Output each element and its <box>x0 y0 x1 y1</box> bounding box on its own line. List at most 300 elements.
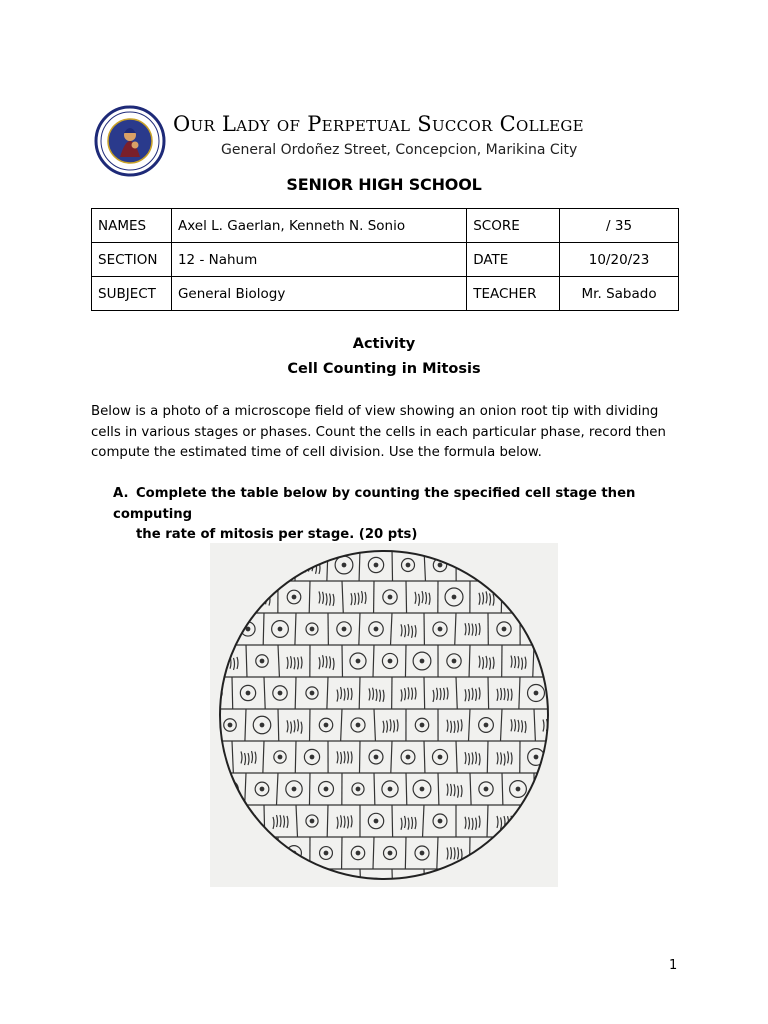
cell-wall <box>264 869 265 887</box>
cell-nucleus <box>306 879 318 887</box>
chromosome <box>536 560 537 572</box>
chromosome <box>383 721 384 733</box>
chromosome <box>255 882 256 887</box>
cell-wall <box>501 581 502 613</box>
cell-nucleolus <box>388 787 392 791</box>
chromosome <box>444 688 445 700</box>
chromosome <box>255 752 256 764</box>
chromosome <box>344 816 345 828</box>
chromosome <box>522 849 523 861</box>
chromosome <box>447 687 448 699</box>
cell-nucleus <box>512 591 525 604</box>
chromosome <box>245 818 246 830</box>
activity-subtitle: Cell Counting in Mitosis <box>287 361 481 377</box>
chromosome <box>454 721 455 733</box>
cell-wall <box>296 869 297 887</box>
chromosome <box>223 880 224 887</box>
chromosome <box>469 689 470 701</box>
chromosome <box>533 881 534 887</box>
college-seal <box>94 105 166 177</box>
names-value: Axel L. Gaerlan, Kenneth N. Sonio <box>171 209 466 243</box>
cell-nucleolus <box>374 883 378 887</box>
chromosome <box>476 624 477 636</box>
instruction-letter: A. <box>113 486 129 501</box>
chromosome <box>312 559 313 571</box>
cell-nucleolus <box>356 851 360 855</box>
cell-nucleolus <box>278 563 282 567</box>
intro-line: Below is a photo of a microscope field of view showing an onion root tip with dividing <box>91 404 659 419</box>
teacher-label: TEACHER <box>467 277 560 311</box>
instruction-line: the rate of mitosis per stage. (20 pts) <box>136 527 418 542</box>
chromosome <box>483 657 484 669</box>
cell-wall <box>534 837 535 869</box>
chromosome <box>433 881 434 887</box>
chromosome <box>323 592 324 604</box>
chromosome <box>269 594 270 606</box>
chromosome <box>277 815 278 827</box>
chromosome <box>277 879 278 887</box>
chromosome <box>465 752 466 764</box>
cell-wall <box>213 773 214 805</box>
cell-nucleolus <box>310 755 314 759</box>
section-label: SECTION <box>92 243 172 277</box>
cell-nucleolus <box>310 883 314 887</box>
cell-nucleolus <box>516 595 520 599</box>
cell-nucleolus <box>534 691 538 695</box>
chromosome <box>447 848 448 860</box>
chromosome <box>319 591 320 603</box>
chromosome <box>294 720 295 732</box>
chromosome <box>529 818 530 830</box>
chromosome <box>252 815 253 827</box>
chromosome <box>525 847 526 859</box>
chromosome <box>220 623 221 635</box>
chromosome <box>543 880 544 887</box>
cell-nucleus <box>222 845 239 862</box>
chromosome <box>415 817 416 829</box>
chromosome <box>241 751 242 763</box>
chromosome <box>419 594 420 606</box>
cell-wall <box>359 613 360 645</box>
cell-wall <box>552 805 553 837</box>
chromosome <box>518 656 519 668</box>
chromosome <box>262 849 263 861</box>
cell-wall <box>406 581 407 613</box>
chromosome <box>330 594 331 606</box>
chromosome <box>518 720 519 732</box>
microscope-image <box>210 543 558 887</box>
chromosome <box>508 879 509 887</box>
cell-nucleolus <box>548 659 552 663</box>
chromosome <box>511 850 512 862</box>
intro-line: cells in various stages or phases. Count the cells in each particular phase, record then <box>91 424 666 440</box>
chromosome <box>501 752 502 764</box>
chromosome <box>454 784 455 796</box>
chromosome <box>479 656 480 668</box>
school-level-title: SENIOR HIGH SCHOOL <box>286 175 482 194</box>
chromosome <box>301 657 302 669</box>
chromosome <box>273 882 274 887</box>
cell-nucleolus <box>502 563 506 567</box>
cell-wall <box>391 741 392 773</box>
chromosome <box>458 786 459 798</box>
chromosome <box>351 751 352 763</box>
chromosome <box>451 847 452 859</box>
cell-nucleolus <box>484 787 488 791</box>
chromosome <box>412 817 413 829</box>
chromosome <box>543 817 544 829</box>
chromosome <box>529 881 530 887</box>
chromosome <box>252 751 253 763</box>
chromosome <box>341 815 342 827</box>
chromosome <box>508 751 509 763</box>
chromosome <box>415 592 416 604</box>
chromosome <box>280 879 281 887</box>
chromosome <box>490 658 491 670</box>
cell-nucleolus <box>278 627 282 631</box>
chromosome <box>472 818 473 830</box>
chromosome <box>550 592 551 604</box>
cell-wall <box>487 805 488 837</box>
cell-nucleolus <box>292 787 296 791</box>
chromosome <box>220 882 221 887</box>
cell-nucleolus <box>260 659 264 663</box>
cell-wall <box>455 613 456 645</box>
cell-wall <box>246 837 247 869</box>
cell-wall <box>263 741 264 773</box>
cell-nucleolus <box>228 723 232 727</box>
chromosome <box>284 816 285 828</box>
cell-nucleolus <box>438 563 442 567</box>
chromosome <box>515 719 516 731</box>
table-row <box>92 277 679 311</box>
chromosome <box>511 689 512 701</box>
chromosome <box>437 688 438 700</box>
cell-nucleolus <box>374 627 378 631</box>
table-row <box>92 243 679 277</box>
chromosome <box>501 880 502 887</box>
chromosome <box>437 880 438 887</box>
chromosome <box>252 880 253 887</box>
cell-wall <box>213 581 214 613</box>
cell-wall <box>296 805 297 837</box>
cell-nucleolus <box>438 627 442 631</box>
chromosome <box>248 753 249 765</box>
chromosome <box>394 720 395 732</box>
cell-nucleolus <box>228 595 232 599</box>
cell-wall <box>232 549 233 581</box>
chromosome <box>554 722 555 734</box>
chromosome <box>298 657 299 669</box>
chromosome <box>501 817 502 829</box>
cell-nucleolus <box>534 755 538 759</box>
cell-nucleolus <box>452 595 456 599</box>
cell-wall <box>232 677 233 709</box>
cell-wall <box>359 741 360 773</box>
chromosome <box>497 816 498 828</box>
cell-nucleolus <box>438 755 442 759</box>
cell-nucleus <box>466 559 479 572</box>
chromosome <box>287 657 288 669</box>
cell-nucleus <box>543 846 556 859</box>
chromosome <box>365 592 366 604</box>
cell-wall <box>342 581 343 613</box>
chromosome <box>216 624 217 636</box>
cell-nucleolus <box>324 787 328 791</box>
cell-wall <box>469 837 470 869</box>
cell-nucleolus <box>278 691 282 695</box>
cell-nucleus <box>466 879 479 887</box>
chromosome <box>543 720 544 732</box>
chromosome <box>269 849 270 861</box>
cell-wall <box>391 613 392 645</box>
cell-wall <box>456 741 457 773</box>
cell-wall <box>392 805 393 837</box>
cell-wall <box>374 709 375 741</box>
cell-wall <box>519 677 520 709</box>
cell-wall <box>551 869 552 887</box>
cell-wall <box>277 773 278 805</box>
chromosome <box>383 690 384 702</box>
chromosome <box>408 818 409 830</box>
cell-wall <box>552 677 553 709</box>
chromosome <box>319 657 320 669</box>
chromosome <box>408 687 409 699</box>
chromosome <box>287 816 288 828</box>
chromosome <box>469 623 470 635</box>
cell-wall <box>295 741 296 773</box>
cell-nucleolus <box>420 723 424 727</box>
chromosome <box>241 816 242 828</box>
cell-nucleolus <box>452 659 456 663</box>
chromosome <box>351 593 352 605</box>
chromosome <box>504 881 505 887</box>
student-info-table <box>91 208 679 311</box>
cell-wall <box>534 581 535 613</box>
cell-wall <box>232 741 233 773</box>
chromosome <box>476 752 477 764</box>
cell-wall <box>424 677 425 709</box>
cell-nucleolus <box>214 691 218 695</box>
cell-nucleolus <box>388 659 392 663</box>
chromosome <box>529 625 530 637</box>
chromosome <box>412 688 413 700</box>
chromosome <box>518 849 519 861</box>
cell-nucleolus <box>548 851 552 855</box>
chromosome <box>280 815 281 827</box>
chromosome <box>554 593 555 605</box>
chromosome <box>557 722 558 734</box>
chromosome <box>405 816 406 828</box>
chromosome <box>543 593 544 605</box>
chromosome <box>440 688 441 700</box>
chromosome <box>287 720 288 732</box>
chromosome <box>515 656 516 668</box>
chromosome <box>469 753 470 765</box>
chromosome <box>461 785 462 797</box>
table-row <box>92 209 679 243</box>
cell-nucleolus <box>246 691 250 695</box>
chromosome <box>259 592 260 604</box>
chromosome <box>362 591 363 603</box>
chromosome <box>216 816 217 828</box>
chromosome <box>291 722 292 734</box>
chromosome <box>323 655 324 667</box>
cell-wall <box>456 869 457 887</box>
chromosome <box>536 881 537 887</box>
cell-nucleolus <box>342 563 346 567</box>
chromosome <box>483 592 484 604</box>
chromosome <box>333 594 334 606</box>
cell-wall <box>405 645 406 677</box>
chromosome <box>447 720 448 732</box>
chromosome <box>266 847 267 859</box>
chromosome <box>557 592 558 604</box>
score-label: SCORE <box>467 209 560 243</box>
chromosome <box>326 593 327 605</box>
chromosome <box>422 591 423 603</box>
chromosome <box>501 688 502 700</box>
chromosome <box>536 816 537 828</box>
chromosome <box>476 818 477 830</box>
cell-nucleolus <box>420 787 424 791</box>
instruction-line: Complete the table below by counting the specified cell stage then computing <box>113 486 636 522</box>
chromosome <box>380 690 381 702</box>
cell-wall <box>519 805 520 837</box>
chromosome <box>287 882 288 887</box>
chromosome <box>543 784 544 796</box>
chromosome <box>291 656 292 668</box>
chromosome <box>213 881 214 887</box>
cell-wall <box>327 549 328 581</box>
college-address: General Ordoñez Street, Concepcion, Marikina City <box>221 142 578 158</box>
cell-nucleus <box>210 750 223 764</box>
cell-nucleolus <box>374 755 378 759</box>
cell-wall <box>406 773 407 805</box>
college-name: Our Lady of Perpetual Succor College <box>173 112 584 136</box>
chromosome <box>401 818 402 830</box>
chromosome <box>493 594 494 606</box>
cell-wall <box>341 709 342 741</box>
cell-nucleus <box>402 879 415 887</box>
cell-nucleolus <box>260 723 264 727</box>
chromosome <box>294 657 295 669</box>
chromosome <box>504 754 505 766</box>
chromosome <box>486 656 487 668</box>
intro-paragraph <box>91 402 691 464</box>
chromosome <box>533 624 534 636</box>
chromosome <box>540 560 541 572</box>
chromosome <box>213 623 214 635</box>
intro-line: compute the estimated time of cell division. Use the formula below. <box>91 445 542 460</box>
teacher-value: Mr. Sabado <box>560 277 679 311</box>
cell-wall <box>327 677 328 709</box>
cell-wall <box>488 677 489 709</box>
chromosome <box>241 560 242 572</box>
cell-wall <box>327 805 328 837</box>
chromosome <box>557 784 558 796</box>
cell-wall <box>359 677 360 709</box>
chromosome <box>248 561 249 573</box>
cell-wall <box>534 709 535 741</box>
cell-nucleolus <box>228 851 232 855</box>
cell-wall <box>263 613 264 645</box>
chromosome <box>351 688 352 700</box>
cell-nucleolus <box>246 627 250 631</box>
chromosome <box>348 688 349 700</box>
chromosome <box>543 561 544 573</box>
chromosome <box>213 816 214 828</box>
chromosome <box>429 593 430 605</box>
chromosome <box>525 657 526 669</box>
chromosome <box>348 816 349 828</box>
chromosome <box>405 625 406 637</box>
date-label: DATE <box>467 243 560 277</box>
chromosome <box>273 817 274 829</box>
chromosome <box>344 751 345 763</box>
chromosome <box>337 751 338 763</box>
cell-wall <box>309 581 310 613</box>
chromosome <box>284 881 285 887</box>
chromosome <box>220 561 221 573</box>
instruction-a <box>113 484 683 546</box>
chromosome <box>493 657 494 669</box>
chromosome <box>451 721 452 733</box>
chromosome <box>472 752 473 764</box>
cell-wall <box>424 869 425 887</box>
chromosome <box>529 560 530 572</box>
chromosome <box>444 881 445 887</box>
chromosome <box>330 656 331 668</box>
chromosome <box>259 849 260 861</box>
cell-wall <box>488 549 489 581</box>
date-value: 10/20/23 <box>560 243 679 277</box>
chromosome <box>344 689 345 701</box>
cell-nucleolus <box>228 787 232 791</box>
chromosome <box>358 593 359 605</box>
chromosome <box>248 881 249 887</box>
cell-nucleolus <box>502 627 506 631</box>
chromosome <box>390 719 391 731</box>
chromosome <box>341 687 342 699</box>
cell-wall <box>469 709 470 741</box>
chromosome <box>461 719 462 731</box>
chromosome <box>454 847 455 859</box>
chromosome <box>415 687 416 699</box>
chromosome <box>540 880 541 887</box>
cell-nucleolus <box>310 819 314 823</box>
chromosome <box>547 785 548 797</box>
names-label: NAMES <box>92 209 172 243</box>
cell-wall <box>438 773 439 805</box>
cell-nucleolus <box>406 755 410 759</box>
cell-wall <box>374 773 375 805</box>
chromosome <box>397 719 398 731</box>
cell-wall <box>469 645 470 677</box>
cell-wall <box>392 549 393 581</box>
subject-value: General Biology <box>171 277 466 311</box>
chromosome <box>543 625 544 637</box>
cell-nucleolus <box>420 851 424 855</box>
chromosome <box>255 849 256 861</box>
cell-wall <box>264 805 265 837</box>
activity-title: Activity <box>352 336 416 352</box>
cell-wall <box>519 549 520 581</box>
chromosome <box>333 658 334 670</box>
chromosome <box>348 751 349 763</box>
cell-nucleolus <box>214 755 218 759</box>
chromosome <box>472 688 473 700</box>
